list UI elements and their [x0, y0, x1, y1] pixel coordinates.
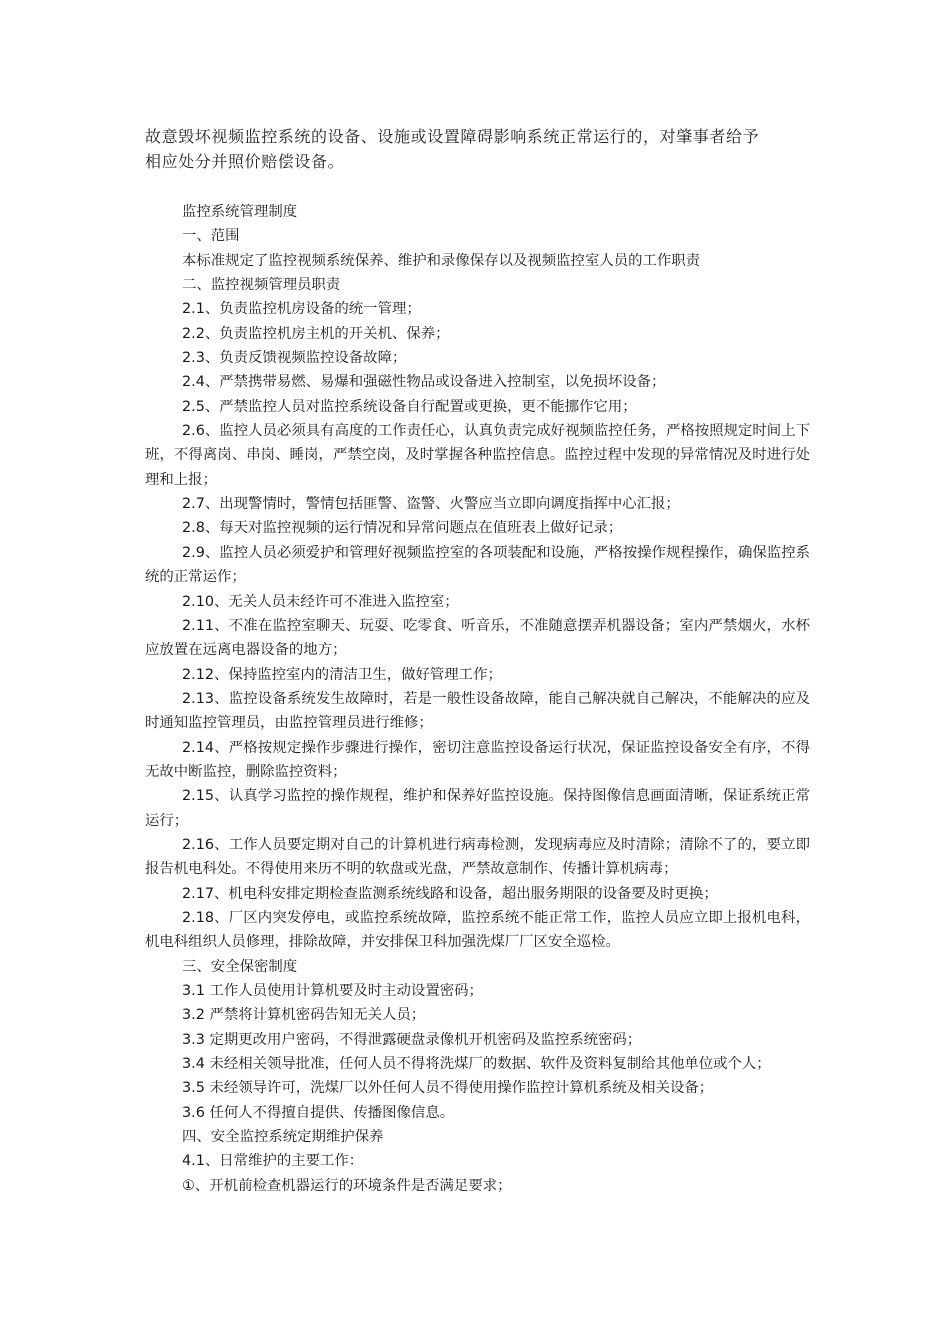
list-item: 2.3、负责反馈视频监控设备故障； [182, 350, 407, 367]
list-item: 4.1、日常维护的主要工作： [182, 1153, 364, 1170]
list-item: 2.15、认真学习监控的操作规程，维护和保养好监控设施。保持图像信息画面清晰，保证系统正常运行； [145, 788, 810, 829]
list-item: 3.1 工作人员使用计算机要及时主动设置密码； [182, 983, 483, 999]
intro-paragraph [145, 124, 815, 174]
list-item: 2.16、工作人员要定期对自己的计算机进行病毒检测，发现病毒应及时清除；清除不了的，要立即报告机电科处。不得使用来历不明的软盘或光盘，严禁故意制作、传播计算机病毒； [145, 836, 810, 878]
section-1-heading: 一、范围 [182, 228, 240, 245]
document-body [145, 200, 810, 1198]
list-item: 2.10、无关人员未经许可不准进入监控室； [182, 593, 459, 610]
list-item: 2.9、监控人员必须爱护和管理好视频监控室的各项装配和设施，严格按操作规程操作，确保监控系统的正常运作； [145, 544, 810, 586]
list-item: 3.5 未经领导许可，洗煤厂以外任何人员不得使用操作监控计算机系统及相关设备； [182, 1080, 714, 1097]
intro-line-2: 相应处分并照价赔偿设备。 [145, 152, 345, 171]
list-item: 3.6 任何人不得擅自提供、传播图像信息。 [182, 1104, 455, 1121]
list-item: 3.2 严禁将计算机密码告知无关人员； [182, 1007, 426, 1024]
list-item: 2.1、负责监控机房设备的统一管理； [182, 301, 421, 318]
list-item: 2.5、严禁监控人员对监控系统设备自行配置或更换，更不能挪作它用； [182, 398, 637, 415]
list-item: 3.3 定期更改用户密码，不得泄露硬盘录像机开机密码及监控系统密码； [182, 1031, 642, 1048]
list-item: 3.4 未经相关领导批准，任何人员不得将洗煤厂的数据、软件及资料复制给其他单位或个人； [182, 1056, 771, 1073]
list-item: 2.11、不准在监控室聊天、玩耍、吃零食、听音乐，不准随意摆弄机器设备；室内严禁烟火，水杯应放置在远离电器设备的地方； [145, 617, 810, 659]
list-item: 2.14、严格按规定操作步骤进行操作，密切注意监控设备运行状况，保证监控设备安全有序，不得无故中断监控，删除监控资料； [145, 739, 810, 780]
intro-line-1: 故意毁坏视频监控系统的设备、设施或设置障碍影响系统正常运行的，对肇事者给予 [145, 127, 760, 146]
list-item: 2.7、出现警情时，警情包括匪警、盗警、火警应当立即向调度指挥中心汇报； [182, 496, 680, 513]
document-title: 监控系统管理制度 [182, 204, 298, 220]
list-item: 2.6、监控人员必须具有高度的工作责任心，认真负责完成好视频监控任务，严格按照规定时间上下班，不得离岗、串岗、睡岗，严禁空岗，及时掌握各种监控信息。监控过程中发现的异常情况及时进行处理和上报； [145, 423, 810, 488]
section-4-heading: 四、安全监控系统定期维护保养 [182, 1129, 384, 1146]
list-item: 2.8、每天对监控视频的运行情况和异常问题点在值班表上做好记录； [182, 520, 623, 537]
list-item: 2.2、负责监控机房主机的开关机、保养； [182, 325, 450, 342]
section-1-text: 本标准规定了监控视频系统保养、维护和录像保存以及视频监控室人员的工作职责 [182, 252, 701, 269]
list-item: 2.4、严禁携带易燃、易爆和强磁性物品或设备进入控制室，以免损坏设备； [182, 374, 666, 391]
list-item: 2.13、监控设备系统发生故障时，若是一般性设备故障，能自己解决就自己解决，不能解决的应及时通知监控管理员，由监控管理员进行维修； [145, 690, 810, 732]
list-item: ①、开机前检查机器运行的环境条件是否满足要求； [182, 1177, 512, 1194]
section-3-heading: 三、安全保密制度 [182, 958, 298, 975]
list-item: 2.17、机电科安排定期检查监测系统线路和设备，超出服务期限的设备要及时更换； [182, 885, 718, 902]
list-item: 2.18、厂区内突发停电，或监控系统故障，监控系统不能正常工作，监控人员应立即上报机电科，机电科组织人员修理，排除故障，并安排保卫科加强洗煤厂厂区安全巡检。 [145, 909, 810, 951]
section-2-heading: 二、监控视频管理员职责 [182, 277, 341, 294]
list-item: 2.12、保持监控室内的清洁卫生，做好管理工作； [182, 666, 502, 683]
